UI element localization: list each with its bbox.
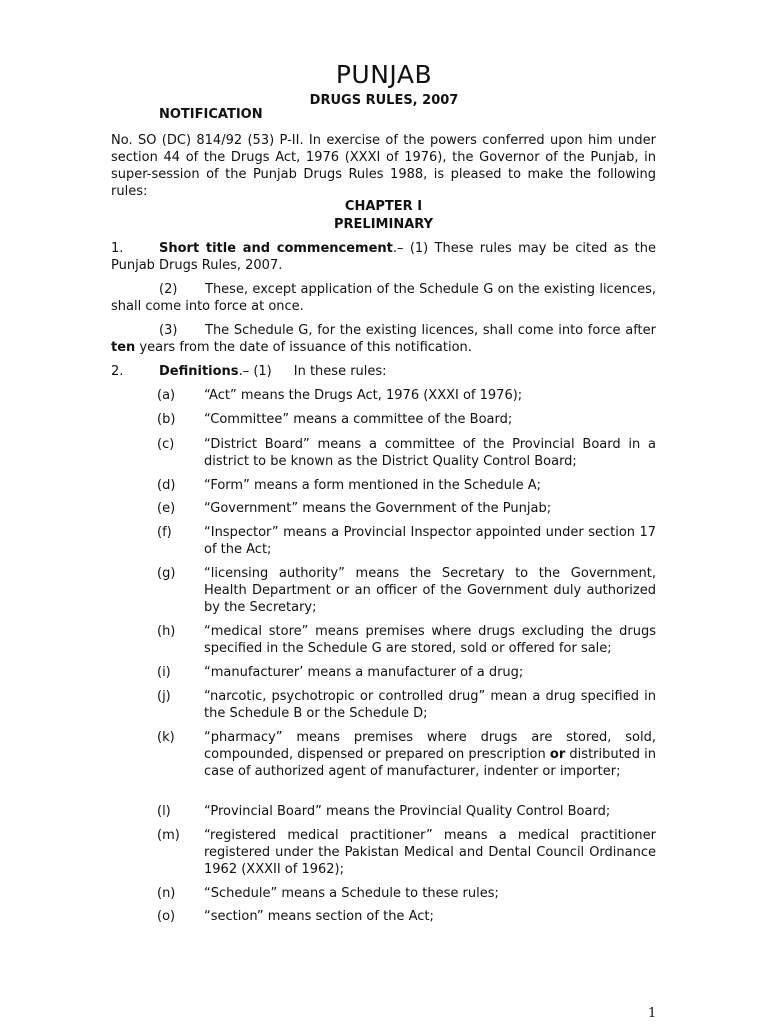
intro-paragraph: No. SO (DC) 814/92 (53) P-II. In exercise of the powers conferred upon him under section 44 of the Drugs Act, 1976 (XXXI of 1976), the Governor of the Punjab, in super-session of the Punjab Drugs Rules 1988, is pleased to make the following rules: <box>111 133 656 199</box>
definition-text: “Committee” means a committee of the Board; <box>204 412 513 427</box>
rule-1-sub-2-number: (2) <box>159 282 178 297</box>
rule-1-paragraph <box>111 240 656 274</box>
rule-2-separator: .– (1) <box>238 364 272 379</box>
definition-bold: or <box>549 747 566 762</box>
chapter-subtitle: PRELIMINARY <box>334 217 433 232</box>
definition-text-b: distributed in case of authorized agent of manufacturer, indenter or importer; <box>204 747 656 779</box>
rule-1-sub-3-text-b: years from the date of issuance of this notification. <box>135 340 472 355</box>
definition-label: (n) <box>157 886 176 901</box>
definition-text: “Schedule” means a Schedule to these rules; <box>204 886 499 901</box>
notification-heading: NOTIFICATION <box>159 107 263 122</box>
definition-label: (i) <box>157 665 171 680</box>
definition-text: “medical store” means premises where drugs excluding the drugs specified in the Schedule G are stored, sold or offered for sale; <box>204 624 656 656</box>
definition-label: (o) <box>157 909 176 924</box>
rule-1-text: (1) These rules may be cited as the Punjab Drugs Rules, 2007. <box>111 241 657 273</box>
rule-2-paragraph <box>111 363 656 380</box>
definition-text: “licensing authority” means the Secretary to the Government, Health Department or an officer of the Government duly authorized by the Secretary; <box>204 566 656 615</box>
definition-label: (m) <box>157 828 180 843</box>
definition-text: “Form” means a form mentioned in the Schedule A; <box>204 478 542 493</box>
definition-label: (e) <box>157 501 176 516</box>
definition-text: “narcotic, psychotropic or controlled drug” mean a drug specified in the Schedule B or the Schedule D; <box>204 689 656 721</box>
definition-text: “manufacturer’ means a manufacturer of a drug; <box>204 665 524 680</box>
document-subtitle: DRUGS RULES, 2007 <box>309 93 459 108</box>
definition-label: (d) <box>157 478 176 493</box>
rule-1-sub-3-text-a: The Schedule G, for the existing licences, shall come into force after <box>205 323 656 338</box>
definition-text: “Provincial Board” means the Provincial Quality Control Board; <box>204 804 611 819</box>
definition-label: (f) <box>157 525 172 540</box>
definition-text: “Act” means the Drugs Act, 1976 (XXXI of 1976); <box>204 388 523 403</box>
rule-1-number: 1. <box>111 241 124 256</box>
rule-1-sub-2 <box>111 281 656 315</box>
rule-1-sub-3-number: (3) <box>159 323 178 338</box>
rule-2-number: 2. <box>111 364 124 379</box>
definition-label: (c) <box>157 437 175 452</box>
document-title: PUNJAB <box>335 60 433 89</box>
definition-text <box>204 729 656 780</box>
rule-1-sub-3 <box>111 322 656 356</box>
definition-label: (h) <box>157 624 176 639</box>
definition-text: “Government” means the Government of the Punjab; <box>204 501 552 516</box>
definition-label: (g) <box>157 566 176 581</box>
definition-label: (k) <box>157 730 175 745</box>
definition-label: (a) <box>157 388 176 403</box>
definition-text: “section” means section of the Act; <box>204 909 434 924</box>
definition-label: (l) <box>157 804 171 819</box>
rule-1-sub-3-bold: ten <box>111 340 136 355</box>
rule-2-heading: Definitions <box>159 364 239 379</box>
definition-label: (j) <box>157 689 171 704</box>
definition-text: “Inspector” means a Provincial Inspector appointed under section 17 of the Act; <box>204 525 656 557</box>
page-number: 1 <box>648 1006 657 1021</box>
rule-1-heading: Short title and commencement <box>159 241 393 256</box>
rule-2-text: In these rules: <box>293 364 387 379</box>
rule-1-separator: .– <box>392 241 410 256</box>
chapter-title: CHAPTER I <box>344 199 423 214</box>
definition-text: “District Board” means a committee of the Provincial Board in a district to be known as the District Quality Control Board; <box>204 437 656 469</box>
rule-1-sub-2-text: These, except application of the Schedule G on the existing licences, shall come into force at once. <box>111 282 656 314</box>
definition-label: (b) <box>157 412 176 427</box>
definition-text: “registered medical practitioner” means a medical practitioner registered under the Pakistan Medical and Dental Council Ordinance 1962 (XXXII of 1962); <box>204 828 656 877</box>
definition-text-a: “pharmacy” means premises where drugs are stored, sold, compounded, dispensed or prepared on prescription <box>204 730 656 762</box>
